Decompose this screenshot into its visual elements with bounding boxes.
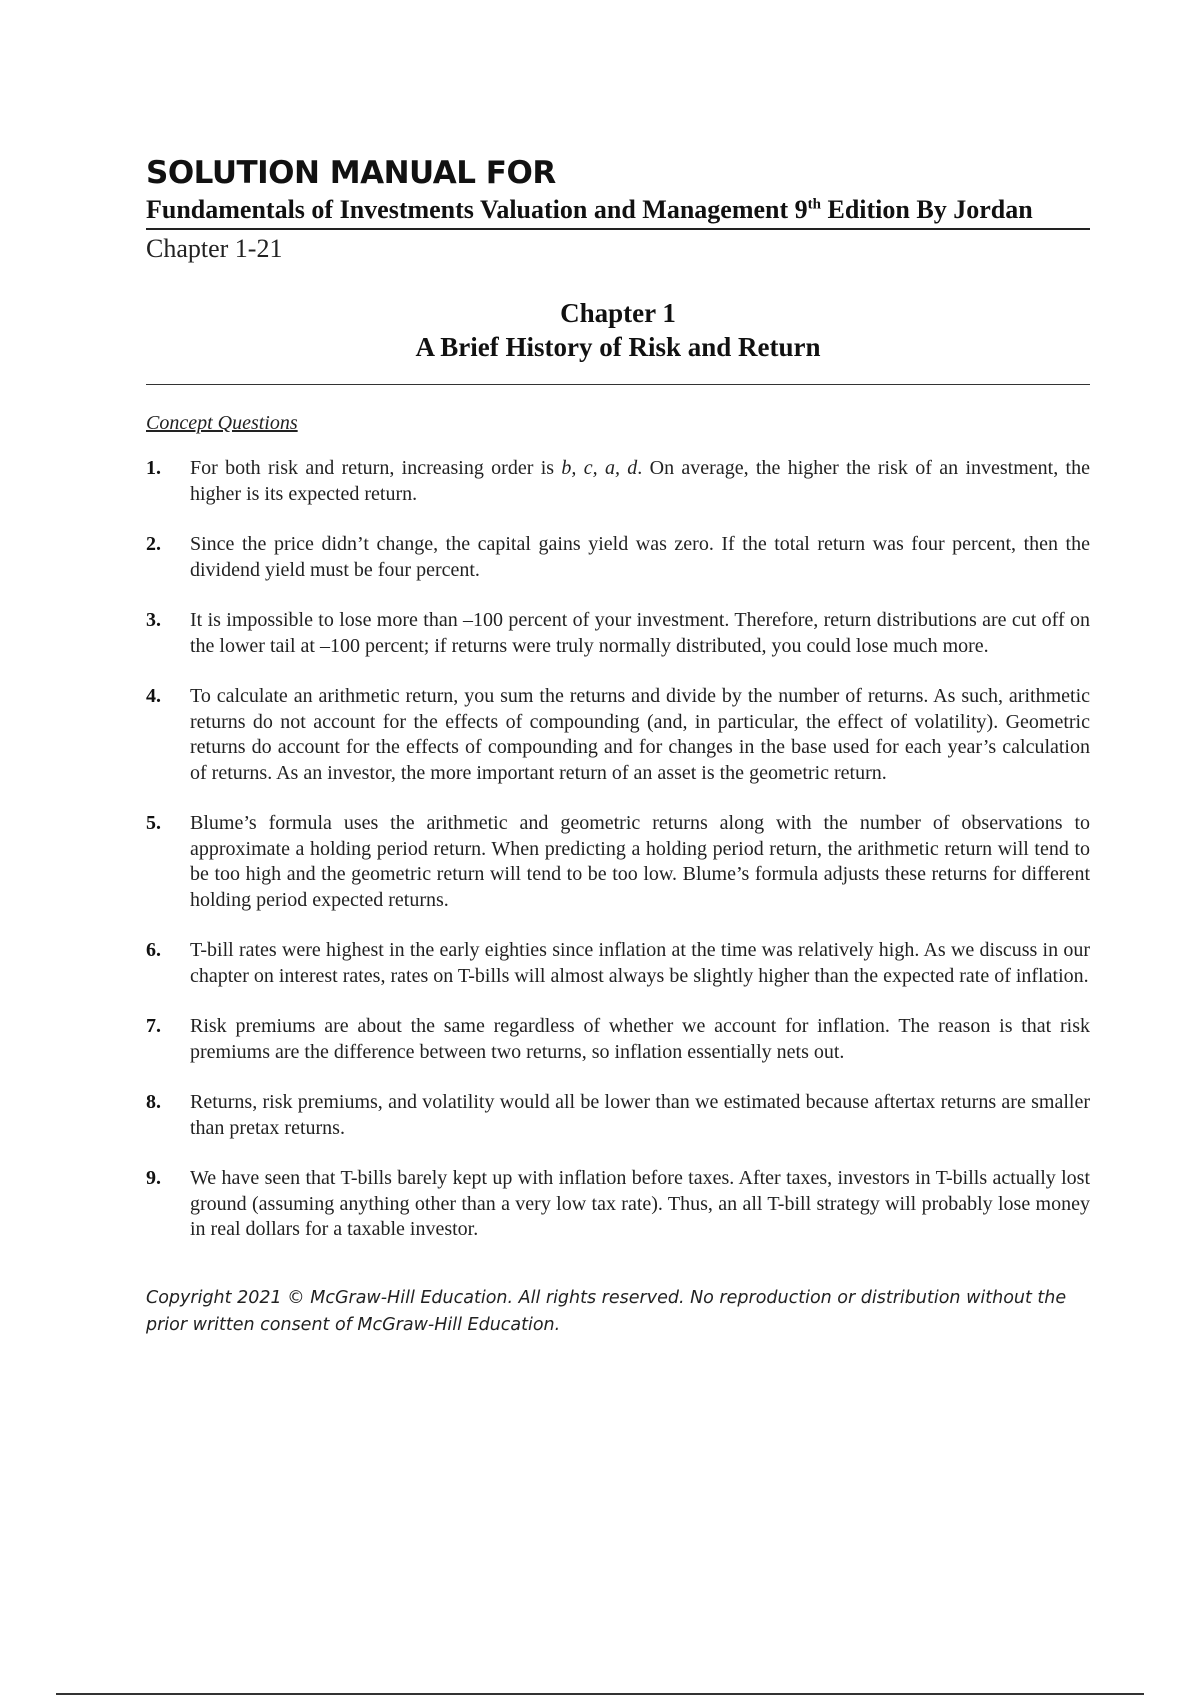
question-item bbox=[146, 1014, 1090, 1065]
answer-text-end: . On average, the higher the risk of an investment, the higher is its expected return. bbox=[190, 457, 1090, 505]
question-item bbox=[146, 532, 1090, 583]
question-number: 7. bbox=[146, 1015, 161, 1037]
question-number: 4. bbox=[146, 685, 161, 707]
footer-rule bbox=[56, 1693, 1144, 1695]
answer-text-start: For both risk and return, increasing order is bbox=[190, 457, 562, 479]
chapter-title: A Brief History of Risk and Return bbox=[415, 332, 821, 362]
question-answer: We have seen that T-bills barely kept up with inflation before taxes. After taxes, investors in T-bills actually lost ground (assuming anything other than a very low tax rate). Thus, an all T-bill strategy will probably lose money in real dollars for a taxable investor. bbox=[190, 1167, 1090, 1240]
question-answer: Blume’s formula uses the arithmetic and geometric returns along with the number of observations to approximate a holding period return. When predicting a holding period return, the arithmetic return will tend to be too high and the geometric return will tend to be too low. Blume’s formula adjusts these returns for different holding period expected returns. bbox=[190, 812, 1090, 911]
question-item bbox=[146, 684, 1090, 786]
question-number: 6. bbox=[146, 939, 161, 961]
question-number: 1. bbox=[146, 457, 161, 479]
question-number: 5. bbox=[146, 812, 161, 834]
chapter-heading bbox=[146, 296, 1090, 385]
question-item bbox=[146, 1090, 1090, 1141]
question-number: 8. bbox=[146, 1091, 161, 1113]
book-title-main: Fundamentals of Investments Valuation and Management 9 bbox=[146, 195, 808, 224]
book-title bbox=[146, 193, 1090, 230]
question-answer: Returns, risk premiums, and volatility would all be lower than we estimated because aftertax returns are smaller than pretax returns. bbox=[190, 1091, 1090, 1139]
question-answer: Since the price didn’t change, the capital gains yield was zero. If the total return was four percent, then the dividend yield must be four percent. bbox=[190, 533, 1090, 581]
question-answer: T-bill rates were highest in the early eighties since inflation at the time was relatively high. As we discuss in our chapter on interest rates, rates on T-bills will almost always be slightly higher than the expected rate of inflation. bbox=[190, 939, 1090, 987]
question-item bbox=[146, 811, 1090, 913]
section-label: Concept Questions bbox=[146, 412, 298, 434]
manual-title: SOLUTION MANUAL FOR bbox=[146, 155, 556, 191]
question-answer: To calculate an arithmetic return, you sum the returns and divide by the number of returns. As such, arithmetic returns do not account for the effects of compounding (and, in particular, the effect of volatility). Geometric returns do account for the effects of compounding and for changes in the base used for each year’s calculation of returns. As an investor, the more important return of an asset is the geometric return. bbox=[190, 685, 1090, 784]
question-item bbox=[146, 1166, 1090, 1243]
question-number: 9. bbox=[146, 1167, 161, 1189]
book-title-edition-suffix: th bbox=[807, 196, 821, 213]
copyright-notice: Copyright 2021 © McGraw-Hill Education. All rights reserved. No reproduction or distribution without the prior written consent of McGraw-Hill Education. bbox=[146, 1287, 1067, 1335]
page-content bbox=[146, 155, 1090, 1339]
concept-questions-list bbox=[146, 456, 1090, 1243]
book-title-rest: Edition By Jordan bbox=[820, 195, 1033, 224]
question-number: 2. bbox=[146, 533, 161, 555]
question-number: 3. bbox=[146, 609, 161, 631]
question-item bbox=[146, 608, 1090, 659]
question-answer: It is impossible to lose more than –100 percent of your investment. Therefore, return distributions are cut off on the lower tail at –100 percent; if returns were truly normally distributed, you could lose much more. bbox=[190, 609, 1090, 657]
question-item bbox=[146, 938, 1090, 989]
question-answer: Risk premiums are about the same regardless of whether we account for inflation. The reason is that risk premiums are the difference between two returns, so inflation essentially nets out. bbox=[190, 1015, 1090, 1063]
chapter-number: Chapter 1 bbox=[560, 298, 676, 328]
question-answer bbox=[190, 456, 1090, 507]
answer-emphasis: b, c, a, d bbox=[561, 457, 638, 479]
question-item bbox=[146, 456, 1090, 507]
chapters-range: Chapter 1-21 bbox=[146, 234, 283, 263]
